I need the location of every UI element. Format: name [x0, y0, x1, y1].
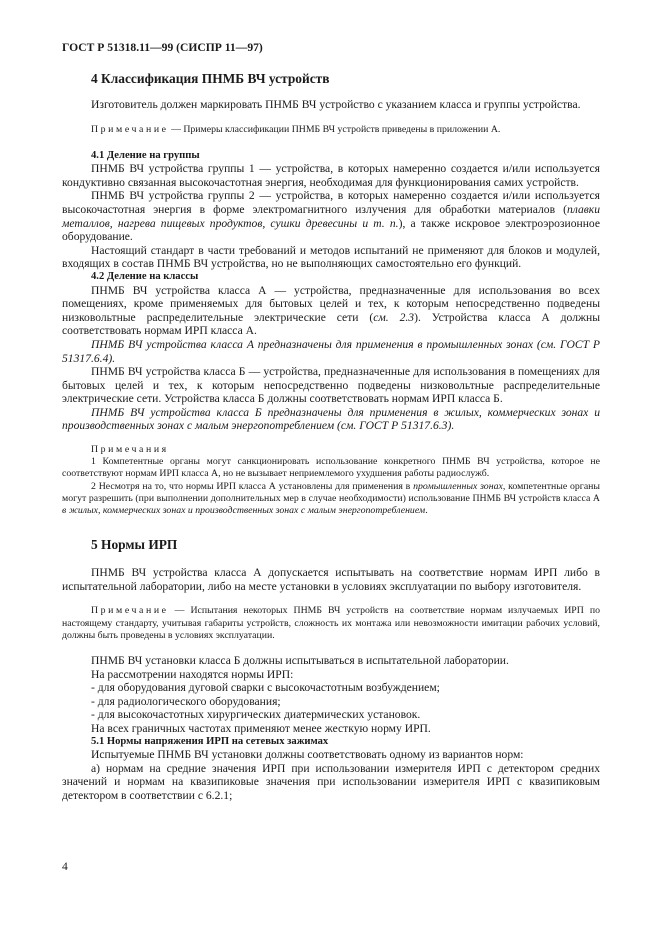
- subsection-4-2-heading: 4.2 Деление на классы: [91, 271, 199, 283]
- subsection-4-1-paragraph-3: Настоящий стандарт в части требований и методов испытаний не применяют для блоков и модулей, входящих в состав ПНМБ ВЧ устройства, но не выполняющих самостоятельно его функций.: [62, 243, 600, 271]
- page-content: [62, 71, 600, 803]
- subsection-4-2-paragraph-4: ПНМБ ВЧ устройства класса Б предназначены для применения в жилых, коммерческих зонах и производственных зонах с малым энергопотреблением (см. ГОСТ Р 51317.6.3).: [62, 405, 600, 433]
- note-text: — Примеры классификации ПНМБ ВЧ устройств приведены в приложении А.: [168, 123, 501, 135]
- text-run: , компетентные органы могут разрешить (при выполнении дополнительных мер в случае необходимости) использование ПНМБ ВЧ устройств класса А: [62, 480, 600, 504]
- note-text: — Испытания некоторых ПНМБ ВЧ устройств на соответствие нормам излучаемых ИРП по настоящему стандарту, учитывая габариты устройств, сложность их монтажа или невозможности имитации рабочих условий, должны быть проведены в условиях эксплуатации.: [62, 605, 600, 641]
- document-header: ГОСТ Р 51318.11—99 (СИСПР 11—97): [62, 41, 263, 54]
- section-5-paragraph-1: ПНМБ ВЧ устройства класса А допускается испытывать на соответствие нормам ИРП либо в испытательной лаборатории, либо на месте установки в условиях эксплуатации по выбору изготовителя.: [62, 566, 600, 593]
- section-5-heading: 5 Нормы ИРП: [91, 537, 178, 553]
- text-run: 2 Несмотря на то, что нормы ИРП класса А установлены для применения в: [91, 480, 414, 492]
- section-4-intro: Изготовитель должен маркировать ПНМБ ВЧ устройство с указанием класса и группы устройства.: [91, 98, 581, 111]
- text-run: ). Устройства класса А должны соответствовать нормам ИРП класса А.: [62, 310, 600, 338]
- section-4-note: [62, 124, 600, 136]
- subsection-4-2-paragraph-3: ПНМБ ВЧ устройства класса Б — устройства, предназначенные для использования в помещениях для бытовых целей и тех, к которым непосредственно подведены низковольтные распределительные электрические сети. Устройства класса Б должны соответствовать нормам ИРП класса Б.: [62, 365, 600, 406]
- italic-run: плавки металлов, нагрева пищевых продуктов, сушки древесины и т. п.: [62, 203, 600, 230]
- subsection-4-2-paragraph-2: ПНМБ ВЧ устройства класса А предназначены для применения в промышленных зонах (см. ГОСТ Р 51317.6.4).: [62, 337, 600, 365]
- note-1: 1 Компетентные органы могут санкционировать использование конкретного ПНМБ ВЧ устройства, которое не соответствуют нормам ИРП класса А, но не вызывает неприемлемого ухудшения работы радиослужб.: [62, 456, 600, 480]
- subsection-4-1-paragraph-1: ПНМБ ВЧ устройства группы 1 — устройства, в которых намеренно создается и/или используется кондуктивно связанная высокочастотная энергия, необходимая для функционирования самих устройств.: [62, 162, 600, 189]
- page-number: 4: [62, 860, 68, 873]
- italic-run: промышленных зонах: [413, 480, 503, 492]
- section-4-heading: 4 Классификация ПНМБ ВЧ устройств: [91, 71, 330, 86]
- subsection-4-2-paragraph-1: [62, 284, 600, 338]
- section-5-paragraph-2: ПНМБ ВЧ установки класса Б должны испытываться в испытательной лаборатории.: [91, 654, 509, 668]
- section-5-paragraph-4: На всех граничных частотах применяют менее жесткую норму ИРП.: [91, 722, 431, 736]
- notes-heading: Примечания: [91, 444, 169, 456]
- subsection-4-1-paragraph-2: [62, 189, 600, 243]
- note-label: Примечание: [91, 123, 169, 135]
- note-label: Примечание: [91, 605, 169, 617]
- section-5-paragraph-3: На рассмотрении находятся нормы ИРП:: [91, 667, 294, 681]
- list-item: - для высокочастотных хирургических диатермических установок.: [91, 708, 421, 722]
- text-run: .: [425, 505, 428, 517]
- italic-run: см. 2.3: [373, 310, 415, 324]
- italic-run: в жилых, коммерческих зонах и производственных зонах с малым энергопотреблением: [62, 505, 426, 517]
- text-run: ПНМБ ВЧ устройства группы 2 — устройства, в которых намеренно создается и/или используется высокочастотная энергия в форме электромагнитного излучения для обработки материалов (: [62, 189, 600, 217]
- subsection-5-1-heading: 5.1 Нормы напряжения ИРП на сетевых зажимах: [91, 735, 329, 747]
- note-2: [62, 481, 600, 518]
- section-5-note: [62, 605, 600, 642]
- subsection-5-1-paragraph-2: а) нормам на средние значения ИРП при использовании измерителя ИРП с детектором средних значений и нормам на квазипиковые значения при использовании измерителя ИРП с квазипиковым детектором в соответствии с 6.2.1;: [62, 761, 600, 802]
- list-item: - для радиологического оборудования;: [91, 694, 281, 708]
- text-run: ПНМБ ВЧ устройства класса А — устройства, предназначенные для использования во всех помещениях, кроме применяемых для бытовых целей и тех, к которым непосредственно подведены низковольтные распределительные электрические сети (: [62, 283, 600, 324]
- subsection-4-1-heading: 4.1 Деление на группы: [91, 149, 200, 161]
- text-run: ), а также искровое электроэрозионное оборудование.: [62, 216, 601, 244]
- list-item: - для оборудования дуговой сварки с высокочастотным возбуждением;: [91, 681, 440, 695]
- subsection-5-1-paragraph-1: Испытуемые ПНМБ ВЧ установки должны соответствовать одному из вариантов норм:: [91, 748, 524, 762]
